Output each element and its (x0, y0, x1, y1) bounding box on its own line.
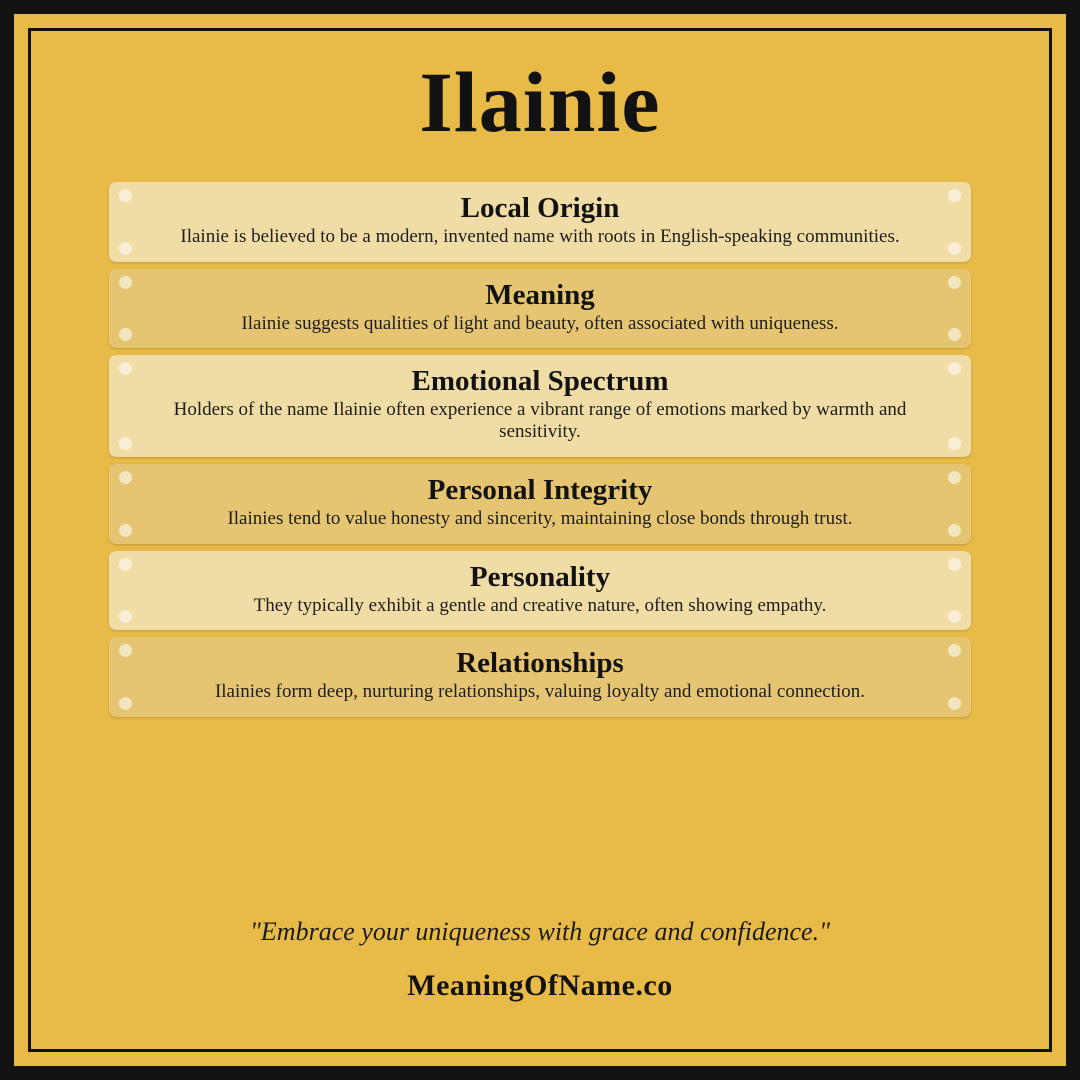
info-card-relationships (109, 637, 971, 717)
corner-dot-icon (948, 437, 961, 450)
info-card-heading: Personality (469, 560, 611, 593)
corner-dot-icon (119, 610, 132, 623)
corner-dot-icon (948, 610, 961, 623)
corner-dot-icon (119, 362, 132, 375)
corner-dot-icon (119, 242, 132, 255)
corner-dot-icon (948, 524, 961, 537)
info-card-text: Ilainie is believed to be a modern, invented name with roots in English-speaking communities. (180, 225, 900, 247)
corner-dot-icon (948, 328, 961, 341)
info-card-heading: Local Origin (460, 191, 620, 224)
corner-dot-icon (948, 242, 961, 255)
info-card-text: They typically exhibit a gentle and creative nature, often showing empathy. (253, 594, 827, 616)
corner-dot-icon (119, 558, 132, 571)
corner-dot-icon (119, 524, 132, 537)
footer-brand: MeaningOfName.co (407, 969, 673, 1002)
corner-dot-icon (119, 437, 132, 450)
corner-dot-icon (119, 471, 132, 484)
corner-dot-icon (119, 644, 132, 657)
corner-dot-icon (119, 328, 132, 341)
info-card-local-origin (109, 182, 971, 262)
poster-footer (31, 917, 1049, 1003)
info-card-personality (109, 551, 971, 631)
info-card-personal-integrity (109, 464, 971, 544)
info-card-heading: Emotional Spectrum (411, 365, 669, 398)
corner-dot-icon (948, 697, 961, 710)
corner-dot-icon (119, 697, 132, 710)
corner-dot-icon (948, 471, 961, 484)
corner-dot-icon (948, 276, 961, 289)
info-card-heading: Meaning (485, 278, 595, 311)
info-card-text: Ilainies form deep, nurturing relationships, valuing loyalty and emotional connection. (214, 681, 866, 703)
info-card-list (109, 182, 971, 717)
info-card-heading: Personal Integrity (427, 473, 653, 506)
info-card-text: Holders of the name Ilainie often experience a vibrant range of emotions marked by warmth and sensitivity. (173, 399, 907, 443)
corner-dot-icon (948, 644, 961, 657)
info-card-meaning (109, 269, 971, 349)
info-card-emotional-spectrum (109, 355, 971, 457)
footer-quote: "Embrace your uniqueness with grace and confidence." (250, 917, 830, 946)
corner-dot-icon (948, 189, 961, 202)
info-card-heading: Relationships (456, 647, 624, 680)
poster-inner-frame (28, 28, 1052, 1052)
corner-dot-icon (948, 558, 961, 571)
corner-dot-icon (119, 189, 132, 202)
page-title: Ilainie (419, 54, 661, 150)
corner-dot-icon (119, 276, 132, 289)
info-card-text: Ilainie suggests qualities of light and beauty, often associated with uniqueness. (241, 312, 839, 334)
corner-dot-icon (948, 362, 961, 375)
info-card-text: Ilainies tend to value honesty and sincerity, maintaining close bonds through trust. (227, 507, 853, 529)
